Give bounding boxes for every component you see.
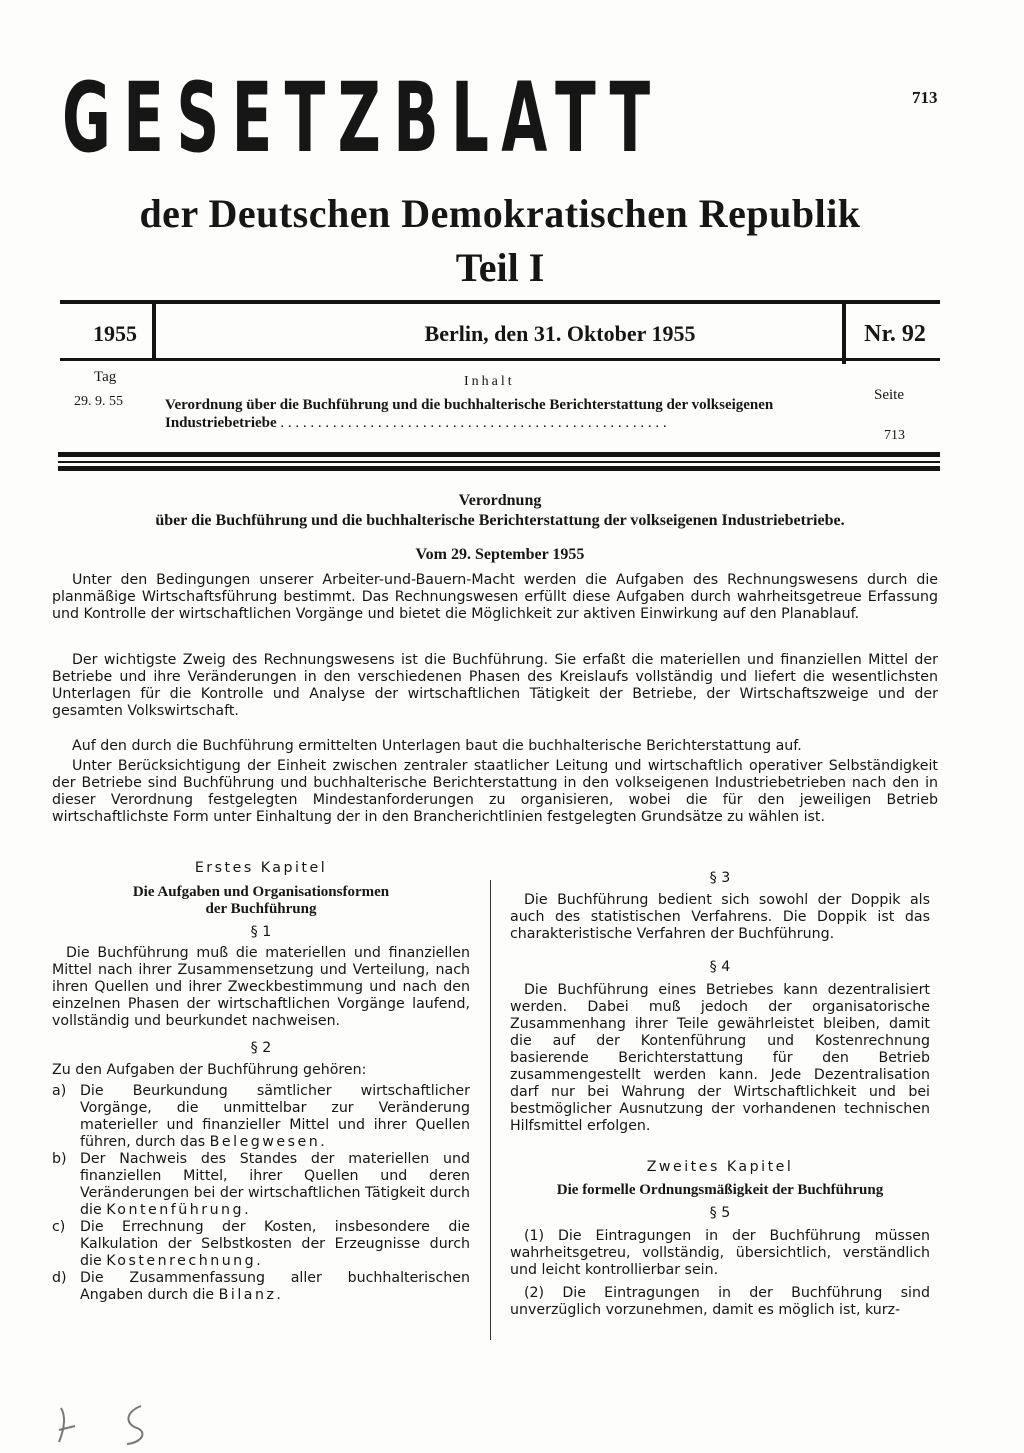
section-3-label: § 3: [709, 870, 731, 886]
info-bar-bottom-rule: [60, 358, 940, 361]
masthead-title: GESETZBLATT: [62, 62, 663, 174]
list-item: [52, 1083, 470, 1151]
info-bar-divider-right: [842, 302, 846, 364]
list-item-text: Die Zusammenfassung aller buchhalterischen Angaben durch die: [80, 1270, 470, 1303]
right-column: [510, 870, 930, 1319]
preamble-paragraph: Unter den Bedingungen unserer Arbeiter-und-Bauern-Macht werden die Aufgaben des Rechnungswesens durch die planmäßige Wirtschaftsführung bestimmt. Das Rechnungswesen erfüllt diese Aufgaben durch wahrheitsgetreue Erfassung und Kontrolle der wirtschaftlichen Vorgänge und bietet die Möglichkeit zur aktiven Einwirkung auf den Planablauf.: [52, 572, 938, 622]
ordinance-kind: Verordnung: [458, 492, 542, 509]
section-5-paragraph-2: (2) Die Eintragungen in der Buchführung sind unverzüglich vorzunehmen, damit es möglich ist, kurz-: [510, 1285, 930, 1318]
page-number: 713: [912, 88, 938, 107]
list-item-end: .: [256, 1253, 261, 1269]
issue-number: Nr. 92: [864, 321, 926, 347]
left-column: [52, 860, 470, 1304]
masthead-part: Teil I: [455, 245, 545, 290]
handwritten-stroke: [127, 1406, 142, 1444]
section-5-paragraph-1: (1) Die Eintragungen in der Buchführung müssen wahrheitsgetreu, vollständig, übersichtlich, verständlich und leicht kontrollierbar sein.: [510, 1228, 930, 1278]
list-item-term: Kostenrechnung: [106, 1253, 257, 1269]
handwritten-stroke: [59, 1408, 75, 1442]
toc-entry-date: 29. 9. 55: [74, 394, 123, 409]
list-item-text: Die Beurkundung sämtlicher wirtschaftlicher Vorgänge, die unmittelbar zur Veränderung materieller und finanzieller Mittel und ihrer Quellen führen, durch das: [80, 1083, 470, 1150]
issue-date-line: Berlin, den 31. Oktober 1955: [424, 321, 696, 346]
toc-entry-page: 713: [884, 428, 905, 443]
chapter-1-title-line-1: Die Aufgaben und Organisationsformen: [132, 884, 390, 900]
list-item-term: Bilanz: [218, 1287, 277, 1303]
info-bar: [60, 302, 940, 360]
preamble-paragraph: Unter Berücksichtigung der Einheit zwischen zentraler staatlicher Leitung und wirtschaftlich operativer Selbständigkeit der Betriebe sind Buchführung und buchhalterische Berichterstattung in den volkseigenen Industriebetrieben nach den in dieser Verordnung festgelegten Mindestanforderungen zu organisieren, wobei die für den jeweiligen Betrieb wirtschaftlichste Form unter Einhaltung der in den Brancherichtlinien festgelegten Grundsätze zu wählen ist.: [52, 758, 938, 825]
list-item-label: d): [52, 1270, 67, 1286]
list-item-end: .: [320, 1134, 325, 1150]
list-item-end: .: [244, 1202, 249, 1218]
section-1-text: Die Buchführung muß die materiellen und finanziellen Mittel nach ihrer Zusammensetzung und Verteilung, nach ihren Quellen und ihrer Zweckbestimmung und nach den einzelnen Phasen der wirtschaftlichen Vorgänge laufend, vollständig und beurkundet nachweisen.: [52, 945, 470, 1029]
list-item-label: c): [52, 1219, 66, 1235]
issue-year: 1955: [93, 321, 137, 346]
chapter-1-label: Erstes Kapitel: [194, 860, 328, 876]
list-item-label: b): [52, 1151, 67, 1167]
preamble-paragraph: Der wichtigste Zweig des Rechnungswesens ist die Buchführung. Sie erfaßt die materiellen und finanziellen Mittel der Betriebe und ihre Veränderungen in den verschiedenen Phasen des Kreislaufs vollständig und liefert die wesentlichsten Unterlagen für die Kontrolle und Analyse der wirtschaftlichen Tätigkeit der Betriebe, der Wirtschaftszweige und der gesamten Volkswirtschaft.: [52, 652, 938, 719]
toc-page-label: Seite: [874, 387, 904, 403]
ordinance-title: über die Buchführung und die buchhalterische Berichterstattung der volkseigenen Industriebetriebe.: [155, 512, 845, 529]
toc-heading: Inhalt: [464, 374, 515, 389]
list-item: [52, 1270, 470, 1304]
handwritten-marks: [55, 1402, 165, 1446]
section-3-text: Die Buchführung bedient sich sowohl der Doppik als auch des statistischen Verfahrens. Die Doppik ist das charakteristische Verfahren der Buchführung.: [510, 892, 930, 942]
toc-day-label: Tag: [94, 369, 117, 385]
ordinance-date: Vom 29. September 1955: [415, 546, 585, 563]
preamble-paragraph: Auf den durch die Buchführung ermittelten Unterlagen baut die buchhalterische Berichterstattung auf.: [72, 738, 802, 754]
list-item-term: Belegwesen: [209, 1134, 321, 1150]
toc-bottom-rule-thin: [58, 461, 940, 463]
list-item: [52, 1151, 470, 1219]
section-2-label: § 2: [250, 1040, 272, 1056]
section-2-intro: Zu den Aufgaben der Buchführung gehören:: [52, 1062, 367, 1078]
toc-leader-dots: . . . . . . . . . . . . . . . . . . . . . . . . . . . . . . . . . . . . . . . . . . . . . . . . . . . .: [276, 415, 667, 431]
section-4-label: § 4: [709, 959, 731, 975]
section-4-text: Die Buchführung eines Betriebes kann dezentralisiert werden. Dabei muß jedoch der organisatorische Zusammenhang ihrer Teile gewährleistet bleiben, damit die auf der Kontenführung und Kostenrechnung basierende Berichterstattung für den Betrieb zusammengestellt werden kann. Jede Dezentralisation darf nur bei Wahrung der Wirtschaftlichkeit und bei bestmöglicher Ausnutzung der vorhandenen technischen Hilfsmittel erfolgen.: [510, 982, 930, 1134]
masthead-subtitle: der Deutschen Demokratischen Republik: [139, 191, 861, 236]
section-1-label: § 1: [250, 924, 272, 940]
list-item-term: Kontenführung: [106, 1202, 245, 1218]
list-item-label: a): [52, 1083, 67, 1099]
info-bar-divider-left: [152, 302, 156, 358]
section-5-label: § 5: [709, 1205, 731, 1221]
list-item-text: Der Nachweis des Standes der materiellen und finanziellen Mittel, ihrer Quellen und deren Veränderungen bei der wirtschaftlichen Tätigkeit durch die: [80, 1151, 470, 1218]
toc-entry-title: Verordnung über die Buchführung und die buchhalterische Berichterstattung der volkseigenen Industriebetriebe . . . . . . . . . . . . . . . . . . . . . . . . . . . . . . . . . . . . . . . . . . . . . . . . . . . .: [165, 397, 774, 431]
chapter-1-title-line-2: der Buchführung: [205, 901, 317, 917]
list-item: [52, 1219, 470, 1270]
chapter-2-label: Zweites Kapitel: [646, 1159, 794, 1175]
list-item-end: .: [276, 1287, 281, 1303]
list-item-text: Die Errechnung der Kosten, insbesondere die Kalkulation der Selbstkosten der Erzeugnisse durch die: [80, 1219, 470, 1269]
toc-bottom-rule-thick: [58, 452, 940, 457]
chapter-2-title: Die formelle Ordnungsmäßigkeit der Buchführung: [556, 1182, 884, 1198]
column-divider: [490, 880, 491, 1340]
toc-bottom-rule-thick-2: [58, 466, 940, 471]
